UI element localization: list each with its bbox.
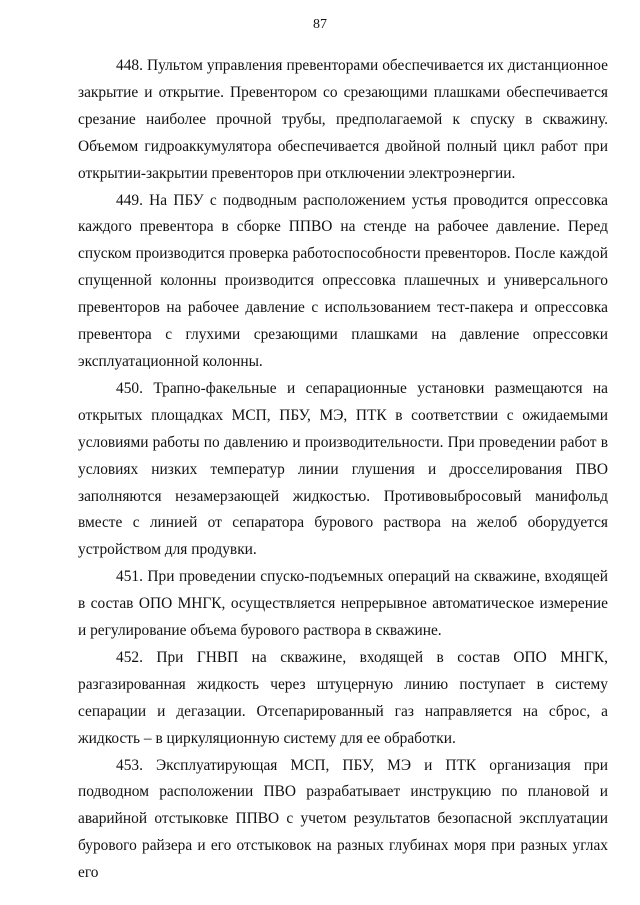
paragraph-453: 453. Эксплуатирующая МСП, ПБУ, МЭ и ПТК организация при подводном расположении ПВО разрабатывает инструкцию по плановой и аварийной отстыковке ППВО с учетом результатов безопасной эксплуатации бурового райзера и его отстыковок на разных глубинах моря при разных углах его [78, 756, 608, 882]
document-body [78, 53, 608, 887]
paragraph-448: 448. Пультом управления превенторами обеспечивается их дистанционное закрытие и открытие. Превентором со срезающими плашками обеспечивается срезание наиболее прочной трубы, предполагаемой к спуску в скважину. Объемом гидроаккумулятора обеспечивается двойной полный цикл работ при открытии-закрытии превенторов при отключении электроэнергии. [78, 57, 608, 182]
paragraph-450: 450. Трапно-факельные и сепарационные установки размещаются на открытых площадках МСП, ПБУ, МЭ, ПТК в соответствии с ожидаемыми условиями работы по давлению и производительности. При проведении работ в условиях низких температур линии глушения и дросселирования ПВО заполняются незамерзающей жидкостью. Противовыбросовый манифольд вместе с линией от сепаратора бурового раствора на желоб оборудуется устройством для продувки. [78, 379, 608, 559]
paragraph-452: 452. При ГНВП на скважине, входящей в состав ОПО МНГК, разгазированная жидкость через штуцерную линию поступает в систему сепарации и дегазации. Отсепарированный газ направляется на сброс, а жидкость – в циркуляционную систему для ее обработки. [78, 648, 608, 747]
page-number: 87 [313, 17, 327, 32]
paragraph-451: 451. При проведении спуско-подъемных операций на скважине, входящей в состав ОПО МНГК, осуществляется непрерывное автоматическое измерение и регулирование объема бурового раствора в скважине. [78, 568, 608, 640]
paragraph-449: 449. На ПБУ с подводным расположением устья проводится опрессовка каждого превентора в сборке ППВО на стенде на рабочее давление. Перед спуском производится проверка работоспособности превенторов. После каждой спущенной колонны производится опрессовка плашечных и универсального превенторов на рабочее давление с использованием тест-пакера и опрессовка превентора с глухими срезающими плашками на давление опрессовки эксплуатационной колонны. [78, 191, 608, 370]
